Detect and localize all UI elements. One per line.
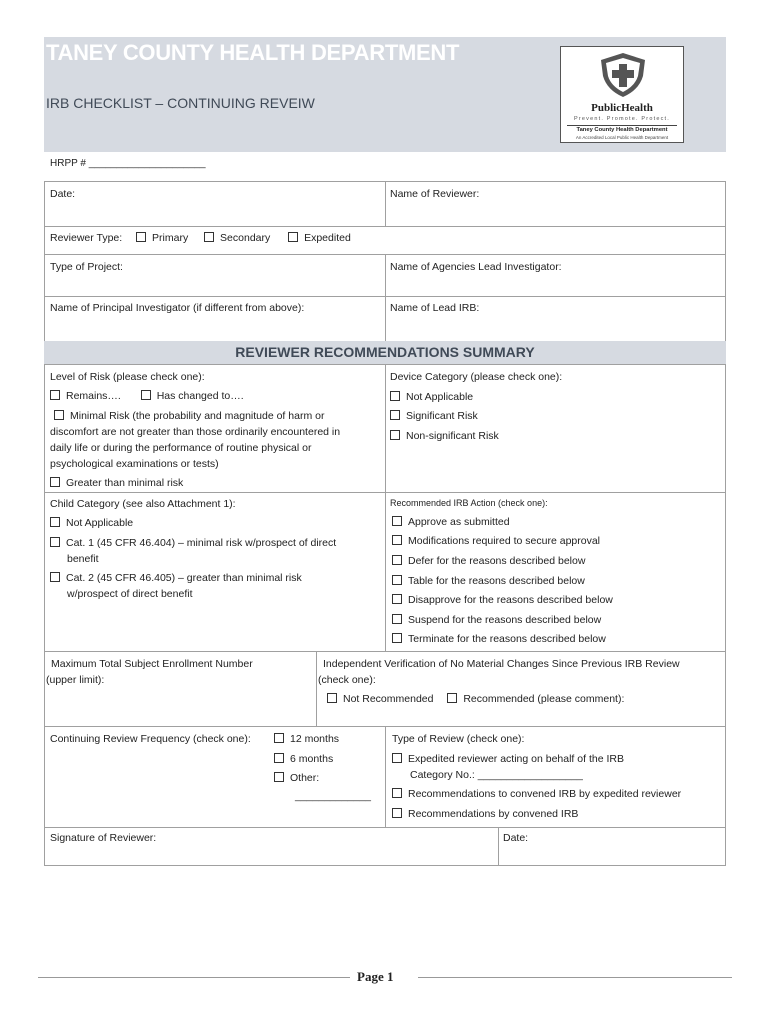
child-option-cont: w/prospect of direct benefit (67, 588, 193, 600)
grid-line (498, 827, 499, 866)
grid-line (385, 181, 386, 227)
child-option-label: Cat. 2 (45 CFR 46.405) – greater than minimal risk (66, 572, 302, 584)
page-number: Page 1 (357, 969, 394, 984)
signature-label: Signature of Reviewer: (50, 832, 157, 844)
risk-remains-row (50, 388, 244, 404)
shield-cross-icon (598, 52, 648, 98)
action-checkbox[interactable] (392, 555, 402, 565)
minimal-risk-line: psychological examinations or tests) (50, 458, 219, 470)
not-recommended-checkbox[interactable] (327, 693, 337, 703)
action-option (392, 631, 606, 647)
action-label: Suspend for the reasons described below (408, 614, 602, 626)
agencies-lead-label: Name of Agencies Lead Investigator: (390, 261, 562, 273)
child-option (50, 535, 336, 551)
action-option (392, 573, 585, 589)
minimal-risk-line: discomfort are not greater than those ordinarily encountered in (50, 426, 341, 438)
greater-risk-checkbox[interactable] (50, 477, 60, 487)
action-checkbox[interactable] (392, 516, 402, 526)
review-recommend-expedited-checkbox[interactable] (392, 788, 402, 798)
form-title: IRB CHECKLIST – CONTINUING REVEIW (46, 95, 315, 111)
remains-label: Remains…. (66, 390, 121, 402)
grid-line (44, 865, 726, 866)
verification-label: Independent Verification of No Material Changes Since Previous IRB Review (323, 658, 680, 670)
grid-line (316, 651, 317, 727)
hrpp-field[interactable]: HRPP # _____________________ (50, 158, 206, 169)
action-checkbox[interactable] (392, 594, 402, 604)
primary-label: Primary (152, 232, 189, 244)
device-option-label: Not Applicable (406, 391, 474, 403)
action-checkbox[interactable] (392, 575, 402, 585)
review-type-label: Recommendations by convened IRB (408, 808, 579, 820)
reviewer-name-label: Name of Reviewer: (390, 188, 480, 200)
frequency-option-label: 6 months (290, 753, 334, 765)
minimal-risk-line: Minimal Risk (the probability and magnitude of harm or (70, 410, 325, 422)
action-option (392, 612, 601, 628)
child-not-applicable-checkbox[interactable] (50, 517, 60, 527)
remains-checkbox[interactable] (50, 390, 60, 400)
action-label: Defer for the reasons described below (408, 555, 586, 567)
child-option (50, 515, 133, 531)
section-title: REVIEWER RECOMMENDATIONS SUMMARY (235, 344, 535, 360)
frequency-option (274, 751, 333, 767)
frequency-label: Continuing Review Frequency (check one): (50, 733, 251, 745)
date-label: Date: (50, 188, 76, 200)
enrollment-label-cont: (upper limit): (46, 674, 105, 686)
greater-risk-row (50, 475, 183, 491)
frequency-option (274, 770, 319, 786)
grid-line (44, 181, 45, 866)
recommended-checkbox[interactable] (447, 693, 457, 703)
lead-irb-label: Name of Lead IRB: (390, 302, 480, 314)
logo-divider (567, 125, 677, 126)
action-option (392, 514, 510, 530)
child-option-label: Not Applicable (66, 517, 134, 529)
action-label: Terminate for the reasons described below (408, 633, 606, 645)
device-option-label: Significant Risk (406, 410, 478, 422)
footer-rule (418, 977, 732, 978)
minimal-risk-checkbox[interactable] (54, 410, 64, 420)
device-option (390, 428, 499, 444)
project-type-label: Type of Project: (50, 261, 123, 273)
signature-date-label: Date: (503, 832, 529, 844)
review-expedited-checkbox[interactable] (392, 753, 402, 763)
frequency-other-checkbox[interactable] (274, 772, 284, 782)
review-type-label: Expedited reviewer acting on behalf of the IRB (408, 753, 624, 765)
expedited-checkbox[interactable] (288, 232, 298, 242)
secondary-checkbox[interactable] (204, 232, 214, 242)
frequency-option-label: Other: (290, 772, 320, 784)
action-option (392, 553, 585, 569)
action-label: Table for the reasons described below (408, 575, 585, 587)
frequency-12-checkbox[interactable] (274, 733, 284, 743)
public-health-logo (560, 46, 684, 143)
logo-tagline: Prevent. Promote. Protect. (573, 116, 670, 122)
greater-risk-label: Greater than minimal risk (66, 477, 184, 489)
action-label: Approve as submitted (408, 516, 510, 528)
action-checkbox[interactable] (392, 633, 402, 643)
review-recommend-convened-checkbox[interactable] (392, 808, 402, 818)
minimal-risk-line: daily life or during the performance of routine physical or (50, 442, 312, 454)
reviewer-type-label: Reviewer Type: (50, 232, 123, 244)
child-cat2-checkbox[interactable] (50, 572, 60, 582)
logo-accredited: An Accredited Local Public Health Department (575, 135, 669, 140)
child-option-label: Cat. 1 (45 CFR 46.404) – minimal risk w/prospect of direct (66, 537, 337, 549)
device-option-label: Non-significant Risk (406, 430, 499, 442)
frequency-option-label: 12 months (290, 733, 340, 745)
device-option (390, 408, 478, 424)
child-heading: Child Category (see also Attachment 1): (50, 498, 236, 510)
review-type-option (392, 786, 681, 802)
grid-line (385, 726, 386, 828)
category-no-field[interactable]: Category No.: __________________ (410, 769, 583, 781)
device-not-applicable-checkbox[interactable] (390, 391, 400, 401)
action-label: Modifications required to secure approval (408, 535, 601, 547)
child-cat1-checkbox[interactable] (50, 537, 60, 547)
pi-name-label: Name of Principal Investigator (if different from above): (50, 302, 305, 314)
action-option (392, 533, 600, 549)
minimal-risk-row (50, 408, 324, 424)
recommended-label: Recommended (please comment): (463, 693, 625, 705)
frequency-option (274, 731, 339, 747)
logo-name: PublicHealth (591, 102, 653, 114)
action-heading: Recommended IRB Action (check one): (390, 498, 548, 508)
device-option (390, 389, 473, 405)
review-type-heading: Type of Review (check one): (392, 733, 525, 745)
not-recommended-label: Not Recommended (343, 693, 434, 705)
reviewer-type-row (50, 230, 351, 246)
changed-label: Has changed to…. (156, 390, 244, 402)
verification-options (327, 691, 624, 707)
action-checkbox[interactable] (392, 614, 402, 624)
footer-rule (38, 977, 350, 978)
review-type-option (392, 806, 578, 822)
frequency-6-checkbox[interactable] (274, 753, 284, 763)
review-type-option (392, 751, 624, 767)
logo-dept: Taney County Health Department (576, 127, 668, 133)
frequency-other-blank[interactable]: _____________ (295, 790, 371, 802)
risk-heading: Level of Risk (please check one): (50, 371, 205, 383)
grid-line (385, 254, 386, 342)
child-option (50, 570, 302, 586)
device-significant-checkbox[interactable] (390, 410, 400, 420)
verification-label-cont: (check one): (318, 674, 376, 686)
expedited-label: Expedited (304, 232, 351, 244)
org-title: TANEY COUNTY HEALTH DEPARTMENT (46, 40, 460, 65)
grid-line (385, 364, 386, 652)
secondary-label: Secondary (220, 232, 271, 244)
device-heading: Device Category (please check one): (390, 371, 563, 383)
action-label: Disapprove for the reasons described below (408, 594, 613, 606)
device-nonsignificant-checkbox[interactable] (390, 430, 400, 440)
action-checkbox[interactable] (392, 535, 402, 545)
review-type-label: Recommendations to convened IRB by expedited reviewer (408, 788, 682, 800)
enrollment-label: Maximum Total Subject Enrollment Number (51, 658, 253, 670)
child-option-cont: benefit (67, 553, 99, 565)
primary-checkbox[interactable] (136, 232, 146, 242)
action-option (392, 592, 613, 608)
changed-checkbox[interactable] (141, 390, 151, 400)
grid-line (725, 181, 726, 866)
